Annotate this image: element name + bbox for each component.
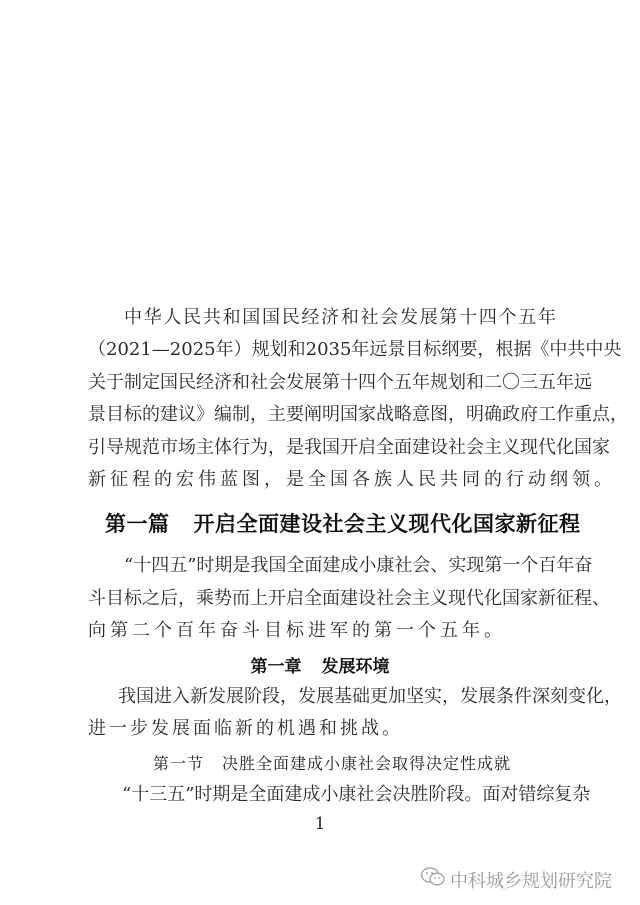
paragraph-line: “十四五”时期是我国全面建成小康社会、实现第一个百年奋 <box>124 555 593 576</box>
section-title: 决胜全面建成小康社会取得决定性成就 <box>222 754 512 773</box>
paragraph-line: 向第二个百年奋斗目标进军的第一个五年。 <box>88 620 506 641</box>
page-number: 1 <box>314 814 326 834</box>
section-heading <box>153 751 511 774</box>
paragraph-line: 新征程的宏伟蓝图，是全国各族人民共同的行动纲领。 <box>88 469 616 490</box>
chapter-heading <box>0 652 640 677</box>
paragraph-line: “十三五”时期是全面建成小康社会决胜阶段。面对错综复杂 <box>122 784 591 805</box>
paragraph-line: （2021—2025年）规划和2035年远景目标纲要，根据《中共中央 <box>88 339 622 360</box>
paragraph-line: 进一步发展面临新的机遇和挑战。 <box>88 718 403 739</box>
paragraph-line: 引导规范市场主体行为，是我国开启全面建设社会主义现代化国家 <box>88 437 610 458</box>
chapter-title: 发展环境 <box>321 657 390 677</box>
part-heading <box>105 508 581 538</box>
watermark-text: 中科城乡规划研究院 <box>450 870 612 892</box>
paragraph-line: 我国进入新发展阶段，发展基础更加坚实，发展条件深刻变化， <box>118 686 622 707</box>
section-number: 第一节 <box>153 754 205 773</box>
watermark <box>420 866 612 893</box>
paragraph-line: 中华人民共和国国民经济和社会发展第十四个五年 <box>124 307 556 328</box>
paragraph-line: 斗目标之后，乘势而上开启全面建设社会主义现代化国家新征程、 <box>88 588 610 609</box>
part-title: 开启全面建设社会主义现代化国家新征程 <box>193 511 581 536</box>
part-number: 第一篇 <box>105 511 170 536</box>
paragraph-line: 景目标的建议》编制，主要阐明国家战略意图，明确政府工作重点， <box>88 404 628 425</box>
wechat-icon <box>420 866 446 893</box>
paragraph-line: 关于制定国民经济和社会发展第十四个五年规划和二〇三五年远 <box>88 372 592 393</box>
chapter-number: 第一章 <box>250 657 302 677</box>
